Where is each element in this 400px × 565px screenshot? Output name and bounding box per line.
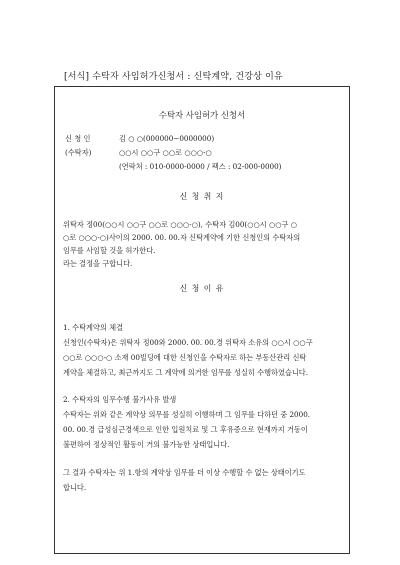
purpose-heading: 신 청 취 지 (179, 192, 225, 201)
section1-line: ○○로 ○○○-○ 소재 00빌딩에 대한 신청인을 수탁자로 하는 부동산관리 신탁 (63, 353, 307, 362)
purpose-line: 라는 결정을 구합니다. (63, 259, 133, 268)
section1-line: 신청인(수탁자)은 위탁자 정00와 2000. 00. 00.경 위탁자 소유의 ○○시 ○○구 (63, 338, 313, 347)
section2-title: 2. 수탁자의 임무수행 불가사유 발생 (63, 395, 177, 404)
purpose-line: ○로 ○○○-○)사이의 2000. 00. 00.자 신탁계약에 기한 신청인의 수탁자의 (63, 233, 301, 242)
section2-line: 수탁자는 위와 같은 계약상 의무를 성실히 이행하며 그 임무를 다하던 중 2000. (63, 410, 311, 419)
applicant-contact: (연락처 : 010-0000-0000 / 팩스 : 02-000-0000) (119, 162, 282, 171)
applicant-value: 김 ○ ○(000000−0000000) (119, 134, 215, 143)
purpose-line: 위탁자 정00(○○시 ○○구 ○○로 ○○○-○), 수탁자 김00(○○시 ○○구 ○ (63, 220, 298, 229)
section1-title: 1. 수탁계약의 체결 (63, 323, 124, 332)
document-title: 수탁자 사임허가 신청서 (158, 110, 246, 120)
conclusion-line: 그 결과 수탁자는 위 1.항의 계약상 임무를 더 이상 수행할 수 없는 상태이기도 (63, 468, 306, 477)
form-caption: [서식] 수탁자 사임허가신청서 : 신탁계약, 건강상 이유 (64, 72, 283, 82)
applicant-label: 신 청 인 (65, 134, 91, 143)
conclusion-line: 합니다. (63, 483, 87, 492)
purpose-line: 임무를 사임할 것을 허가한다. (63, 246, 156, 255)
section2-line: 00. 00.경 급성심근경색으로 인한 입원치료 및 그 후유증으로 현재까지 거동이 (63, 425, 308, 434)
trustee-label: (수탁자) (65, 148, 92, 157)
reason-heading: 신 청 이 유 (179, 284, 225, 293)
section2-line: 불편하여 정상적인 활동이 거의 불가능한 상태입니다. (63, 440, 230, 449)
applicant-address: ○○시 ○○구 ○○로 ○○○-○ (119, 148, 212, 157)
section1-line: 계약을 체결하고, 최근까지도 그 계약에 의거한 임무를 성실히 수행하였습니다. (63, 368, 309, 377)
document-box (54, 86, 350, 554)
